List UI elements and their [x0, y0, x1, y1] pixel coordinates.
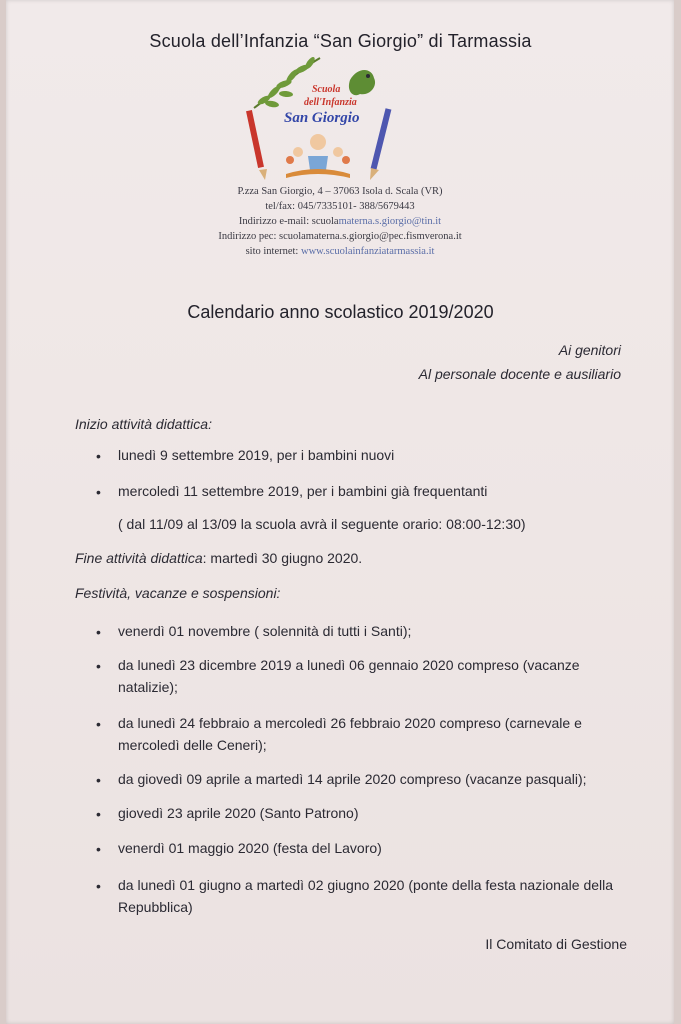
recipient-staff: Al personale docente e ausiliario [418, 366, 621, 382]
end-activity-label: Fine attività didattica [75, 550, 203, 566]
signature: Il Comitato di Gestione [485, 936, 627, 952]
contact-website-label: sito internet: [245, 246, 301, 257]
contact-website-value[interactable]: www.scuolainfanziatarmassia.it [300, 246, 435, 257]
start-item: mercoledì 11 settembre 2019, per i bambini già frequentanti [118, 483, 488, 499]
start-note: ( dal 11/09 al 13/09 la scuola avrà il seguente orario: 08:00-12:30) [118, 516, 526, 532]
school-name: Scuola dell’Infanzia “San Giorgio” di Tarmassia [149, 31, 532, 51]
holiday-item: da lunedì 23 dicembre 2019 a lunedì 06 gennaio 2020 compreso (vacanze natalizie); [118, 657, 580, 695]
holiday-item: venerdì 01 maggio 2020 (festa del Lavoro) [118, 840, 382, 856]
holiday-item: da giovedì 09 aprile a martedì 14 aprile 2020 compreso (vacanze pasquali); [118, 771, 587, 787]
contact-pec: Indirizzo pec: scuolamaterna.s.giorgio@pec.fismverona.it [218, 231, 462, 242]
end-activity [75, 550, 362, 566]
bullet: • [96, 806, 101, 822]
document-title: Calendario anno scolastico 2019/2020 [187, 302, 494, 322]
start-activity-label: Inizio attività didattica: [75, 416, 212, 432]
contact-phone: tel/fax: 045/7335101- 388/5679443 [265, 201, 415, 212]
bullet: • [96, 772, 101, 788]
contact-email [150, 214, 530, 230]
holiday-item: giovedì 23 aprile 2020 (Santo Patrono) [118, 805, 359, 821]
logo-text-line3: San Giorgio [284, 110, 360, 126]
recipient-parents: Ai genitori [558, 342, 621, 358]
dragon-icon [349, 70, 375, 95]
children-icon [286, 134, 350, 170]
holiday-item: venerdì 01 novembre ( solennità di tutti i Santi); [118, 623, 412, 639]
bullet: • [96, 624, 101, 640]
bullet: • [96, 484, 101, 500]
contact-email-value[interactable]: materna.s.giorgio@tin.it [338, 216, 442, 227]
holiday-item: da lunedì 24 febbraio a mercoledì 26 febbraio 2020 compreso (carnevale e mercoledì delle Ceneri); [118, 715, 582, 753]
bullet: • [96, 878, 101, 894]
holiday-item: da lunedì 01 giugno a martedì 02 giugno 2020 (ponte della festa nazionale della Repubblica) [118, 877, 614, 915]
book-icon [286, 169, 350, 178]
logo-text-line2: dell'Infanzia [304, 97, 357, 108]
holidays-label: Festività, vacanze e sospensioni: [75, 585, 281, 601]
contact-email-label: Indirizzo e-mail: scuola [238, 216, 339, 227]
contact-address: P.zza San Giorgio, 4 – 37063 Isola d. Scala (VR) [237, 186, 443, 197]
blue-pencil-icon [370, 108, 391, 180]
bullet: • [96, 841, 101, 857]
end-activity-value: : martedì 30 giugno 2020. [202, 550, 363, 566]
start-item: lunedì 9 settembre 2019, per i bambini nuovi [118, 447, 395, 463]
bullet: • [96, 448, 101, 464]
bullet: • [96, 658, 101, 674]
bullet: • [96, 716, 101, 732]
logo-text-line1: Scuola [312, 84, 341, 95]
contact-website [150, 244, 530, 260]
red-pencil-icon [246, 110, 267, 180]
school-logo [246, 52, 396, 184]
